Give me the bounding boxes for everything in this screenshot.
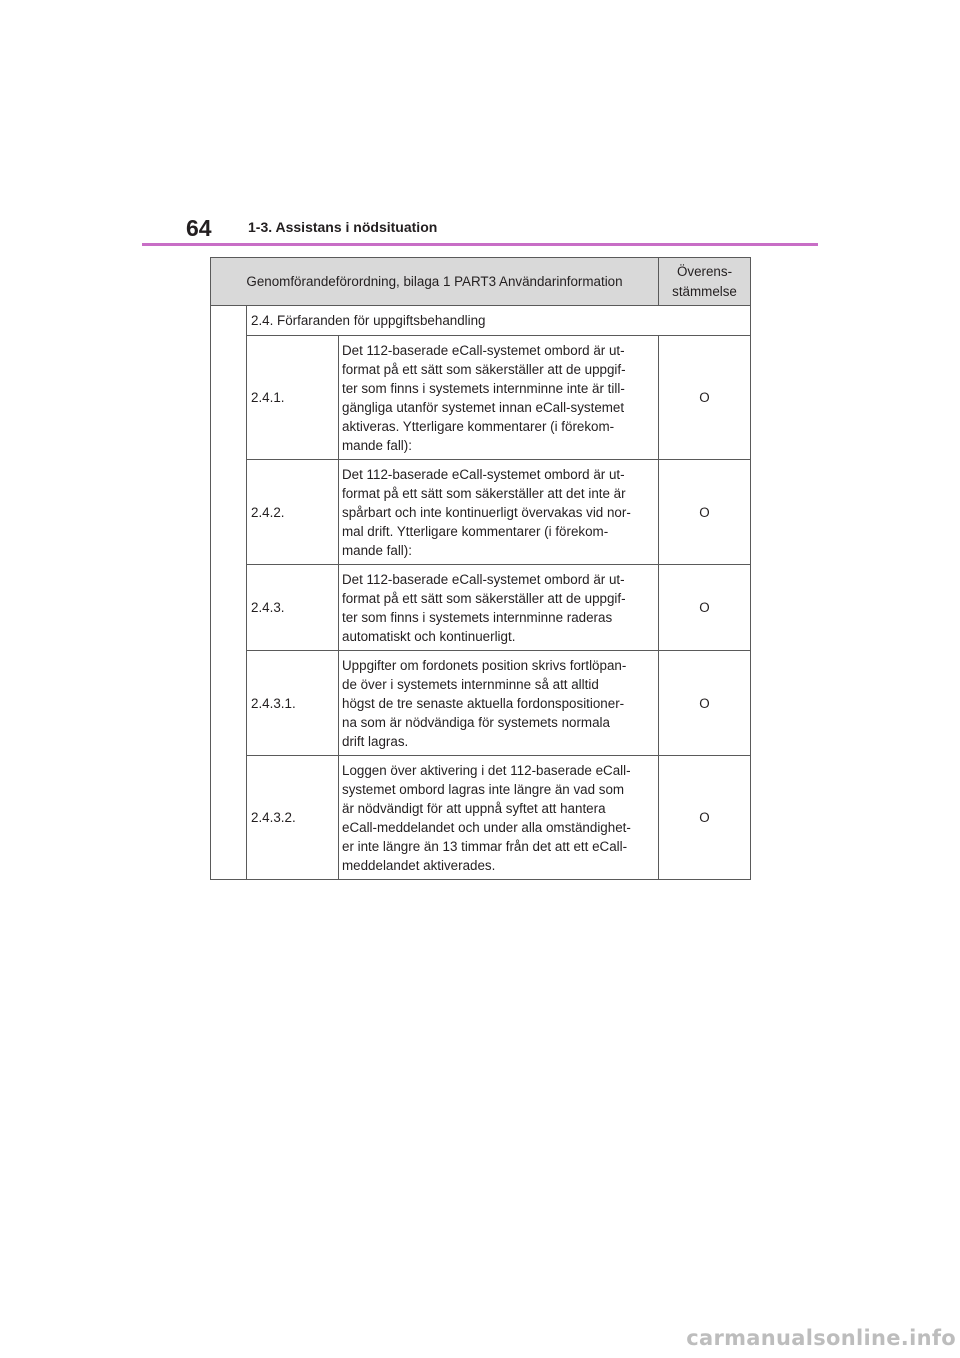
description-line: na som är nödvändiga för systemets normala (342, 714, 610, 730)
description-line: eCall-meddelandet och under alla omständighet- (342, 819, 631, 835)
row-conformity: O (659, 756, 751, 880)
column-header-conformity-text: Överens- stämmelse (672, 263, 737, 299)
description-line: systemet ombord lagras inte längre än vad som (342, 781, 625, 797)
description-line: mande fall): (342, 437, 412, 453)
indent-cell (211, 306, 247, 880)
table-header-row (211, 258, 751, 306)
row-description (339, 565, 659, 651)
table-row (211, 756, 751, 880)
description-line: Det 112-baserade eCall-systemet ombord är ut- (342, 342, 625, 358)
column-header-regulation: Genomförandeförordning, bilaga 1 PART3 Användarinformation (211, 258, 659, 306)
regulation-table (210, 257, 751, 880)
row-code: 2.4.1. (247, 336, 339, 460)
row-conformity: O (659, 651, 751, 756)
description-line: är nödvändigt för att uppnå syftet att hantera (342, 800, 606, 816)
description-line: Det 112-baserade eCall-systemet ombord är ut- (342, 466, 625, 482)
description-line: ter som finns i systemets internminne raderas (342, 609, 613, 625)
row-description (339, 336, 659, 460)
table-row (211, 651, 751, 756)
description-line: de över i systemets internminne så att alltid (342, 676, 599, 692)
row-code: 2.4.3. (247, 565, 339, 651)
row-conformity: O (659, 460, 751, 565)
row-code: 2.4.3.1. (247, 651, 339, 756)
watermark-logo (610, 1318, 960, 1358)
watermark-text: carmanualsonline.info (686, 1326, 956, 1350)
description-line: Uppgifter om fordonets position skrivs fortlöpan- (342, 657, 627, 673)
description-line: gängliga utanför systemet innan eCall-systemet (342, 399, 625, 415)
page-number: 64 (186, 215, 212, 241)
description-line: mal drift. Ytterligare kommentarer (i förekom- (342, 523, 609, 539)
description-line: spårbart och inte kontinuerligt övervakas vid nor- (342, 504, 631, 520)
description-line: ter som finns i systemets internminne inte är till- (342, 380, 625, 396)
description-line: format på ett sätt som säkerställer att det inte är (342, 485, 626, 501)
table-row (211, 565, 751, 651)
table-row (211, 336, 751, 460)
description-line: meddelandet aktiverades. (342, 857, 496, 873)
row-description (339, 756, 659, 880)
row-description (339, 651, 659, 756)
description-line: format på ett sätt som säkerställer att de uppgif- (342, 361, 626, 377)
description-line: mande fall): (342, 542, 412, 558)
row-conformity: O (659, 565, 751, 651)
column-header-conformity (659, 258, 751, 306)
description-line: Loggen över aktivering i det 112-baserade eCall- (342, 762, 631, 778)
row-code: 2.4.3.2. (247, 756, 339, 880)
description-line: er inte längre än 13 timmar från det att ett eCall- (342, 838, 628, 854)
row-code: 2.4.2. (247, 460, 339, 565)
table-row (211, 460, 751, 565)
description-line: Det 112-baserade eCall-systemet ombord är ut- (342, 571, 625, 587)
header-rule (142, 243, 818, 246)
subheading-cell: 2.4. Förfaranden för uppgiftsbehandling (247, 306, 751, 336)
description-line: drift lagras. (342, 733, 409, 749)
section-title: 1-3. Assistans i nödsituation (248, 219, 438, 235)
row-conformity: O (659, 336, 751, 460)
description-line: format på ett sätt som säkerställer att de uppgif- (342, 590, 626, 606)
row-description (339, 460, 659, 565)
subheading-row (211, 306, 751, 336)
description-line: automatiskt och kontinuerligt. (342, 628, 516, 644)
description-line: högst de tre senaste aktuella fordonspositioner- (342, 695, 625, 711)
description-line: aktiveras. Ytterligare kommentarer (i förekom- (342, 418, 615, 434)
